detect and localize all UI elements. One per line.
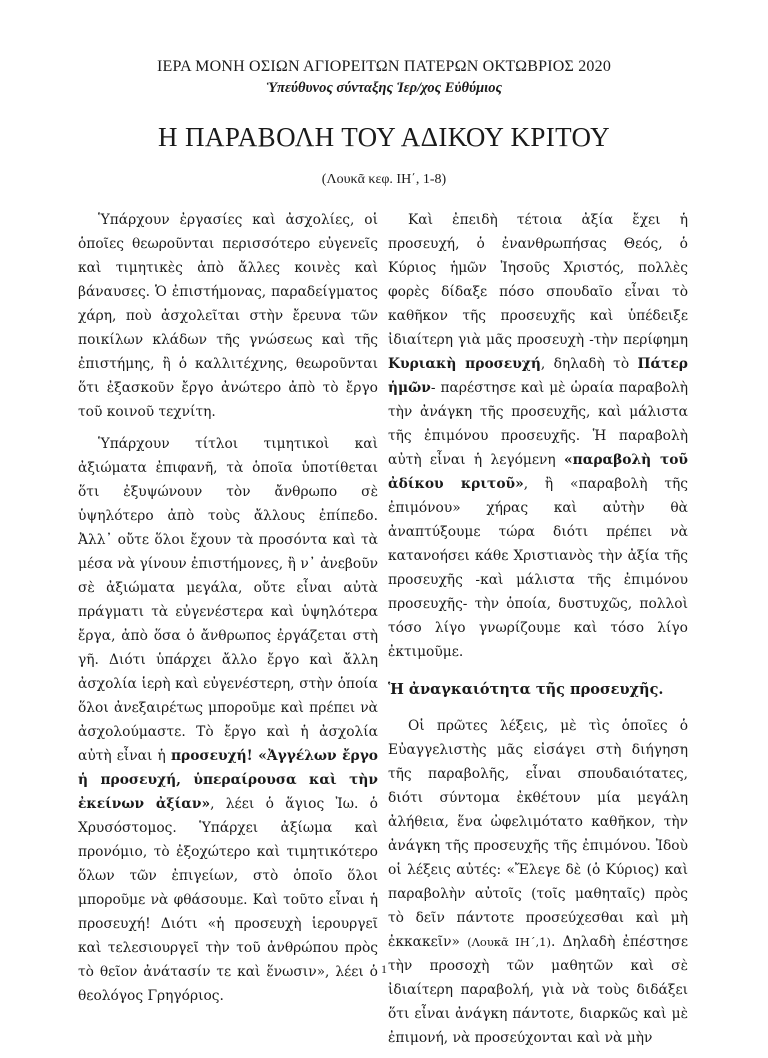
left-column <box>78 208 378 1016</box>
emphasis-quote: προσευχή! «Ἀγγέλων ἔργο ἡ προσευχή, ὑπεραίρουσα καὶ τὴν ἐκείνων ἀξίαν» <box>78 748 379 812</box>
paragraph-text: , δηλαδὴ τὸ <box>540 356 638 372</box>
paragraph-text: , λέει ὁ ἅγιος Ἰω. ὁ Χρυσόστομος. Ὑπάρχει ἀξίωμα καὶ προνόμιο, τὸ ἐξοχώτερο καὶ τιμητικότερο ὅλων τῶν ἐπιγείων, στὸ ὁποῖο ὅλοι μποροῦμε νὰ φθάσουμε. Καὶ τοῦτο εἶναι ἡ προσευχή! Διότι «ἡ προσευχὴ ἱερουργεῖ καὶ τελεσιουργεῖ τὴν τοῦ ἀνθρώπου πρὸς τὸ θεῖον ἀνάτασίν τε καὶ ἕνωσιν», λέει ὁ θεολόγος Γρηγόριος. <box>78 796 378 1004</box>
emphasis-term: Πάτερ ἡμῶν <box>388 356 688 396</box>
paragraph-text: , ἢ «παραβολὴ τῆς ἐπιμόνου» χήρας καὶ αὐτὴν θὰ ἀναπτύξουμε τώρα διότι πρέπει νὰ κατανοήσει κάθε Χριστιανὸς τὴν ἀξία τῆς προσευχῆς -καὶ μάλιστα τῆς ἐπιμόνου προσευχῆς- τὴν ὁποία, δυστυχῶς, πολλοὶ τόσο λίγο γνωρίζουμε καὶ τόσο λίγο ἐκτιμοῦμε. <box>388 476 689 660</box>
page-title: Η ΠΑΡΑΒΟΛΗ ΤΟΥ ΑΔΙΚΟΥ ΚΡΙΤΟΥ <box>157 122 611 152</box>
paragraph-text: Καὶ ἐπειδὴ τέτοια ἀξία ἔχει ἡ προσευχή, ὁ ἐνανθρωπήσας Θεός, ὁ Κύριος ἡμῶν Ἰησοῦς Χριστός, πολλὲς φορὲς δίδαξε πόσο σπουδαῖο εἶναι τὸ καθῆκον τῆς προσευχῆς καὶ ὑπέδειξε ἰδιαίτερη γιὰ μᾶς προσευχὴ -τὴν περίφημη <box>388 212 688 348</box>
paragraph: Ὑπάρχουν ἐργασίες καὶ ἀσχολίες, οἱ ὁποῖες θεωροῦνται περισσότερο εὐγενεῖς καὶ τιμητικὲς ἀπὸ ἄλλες κοινὲς καὶ βάναυσες. Ὁ ἐπιστήμονας, παραδείγματος χάρη, ποὺ ἀσχολεῖται στὴν ἔρευνα τῶν ποικίλων κλάδων τῆς γνώσεως καὶ τῆς ἐπιστήμης, ἢ ὁ καλλιτέχνης, θεωροῦνται ὅτι ἐξασκοῦν ἔργο ἀνώτερο ἀπὸ τὸ ἔργο τοῦ κοινοῦ τεχνίτη. <box>78 212 378 420</box>
paragraph-text: Ὑπάρχουν τίτλοι τιμητικοὶ καὶ ἀξιώματα ἐπιφανῆ, τὰ ὁποῖα ὑποτίθεται ὅτι ἐξυψώνουν τὸν ἄνθρωπο σὲ ὑψηλότερο ἀπὸ τοὺς ἄλλους ἐπίπεδο. Ἀλλ᾽ οὔτε ὅλοι ἔχουν τὰ προσόντα καὶ τὰ μέσα νὰ γίνουν ἐπιστήμονες, ἢ ν᾽ ἀνεβοῦν σὲ ἀξιώματα μεγάλα, οὔτε εἶναι αὐτὰ πράγματι τὰ εὐγενέστερα καὶ ὑψηλότερα ἔργα, ἀπὸ ὅσα ὁ ἄνθρωπος ἐργάζεται στὴ γῆ. Διότι ὑπάρχει ἄλλο ἔργο καὶ ἄλλη ἀσχολία ἱερὴ καὶ εὐγενέστερη, στὴν ὁποία ὅλοι ἀνεξαιρέτως μποροῦμε καὶ πρέπει νὰ ἀσχολούμαστε. Τὸ ἔργο καὶ ἡ ἀσχολία αὐτὴ εἶναι ἡ <box>78 436 378 764</box>
paragraph-text: Οἱ πρῶτες λέξεις, μὲ τὶς ὁποῖες ὁ Εὐαγγελιστὴς μᾶς εἰσάγει στὴ διήγηση τῆς παραβολῆς, εἶναι σπουδαιότατες, διότι σύντομα ἐκθέτουν μία μεγάλη ἀλήθεια, ἕνα ὠφελιμότατο καθῆκον, τὴν ἀνάγκη τῆς προσευχῆς τῆς ἐπιμόνου. Ἰδοὺ οἱ λέξεις αὐτές: «Ἔλεγε δὲ (ὁ Κύριος) καὶ παραβολὴν αὐτοῖς (τοῖς μαθηταῖς) πρὸς τὸ δεῖν πάντοτε προσεύχεσθαι καὶ μὴ ἐκκακεῖν» <box>388 718 688 950</box>
monastery-header: ΙΕΡΑ ΜΟΝΗ ΟΣΙΩΝ ΑΓΙΟΡΕΙΤΩΝ ΠΑΤΕΡΩΝ ΟΚΤΩΒΡΙΟΣ 2020 <box>156 58 612 75</box>
emphasis-term: Κυριακὴ προσευχή <box>388 356 541 372</box>
verse-reference: (Λουκᾶ ΙΗ΄,1) <box>467 935 551 949</box>
page-header <box>0 58 768 97</box>
scripture-reference: (Λουκᾶ κεφ. ΙΗ΄, 1-8) <box>321 172 447 187</box>
emphasis-term: «παραβολὴ τοῦ ἀδίκου κριτοῦ» <box>388 452 689 492</box>
paragraph <box>388 208 688 664</box>
paragraph-text: - παρέστησε καὶ μὲ ὡραία παραβολὴ τὴν ἀνάγκη τῆς προσευχῆς, καὶ μάλιστα τῆς ἐπιμόνου προσευχῆς. Ἡ παραβολὴ αὐτὴ εἶναι ἡ λεγόμενη <box>388 380 688 468</box>
paragraph <box>78 432 378 1008</box>
page-number: 1 <box>381 962 387 976</box>
right-column <box>388 208 688 1058</box>
paragraph <box>388 714 688 1050</box>
editor-line: Ὑπεύθυνος σύνταξης Ἱερ/χος Εὐθύμιος <box>266 80 502 96</box>
paragraph-text: . Δηλαδὴ ἐπέστησε τὴν προσοχὴ τῶν μαθητῶν καὶ σὲ ἰδιαίτερη παραβολή, γιὰ νὰ τοὺς διδάξει ὅτι εἶναι ἀνάγκη πάντοτε, διαρκῶς καὶ μὲ ἐπιμονή, νὰ προσεύχονται καὶ νὰ μὴν <box>388 934 688 1046</box>
section-heading: Ἡ ἀναγκαιότητα τῆς προσευχῆς. <box>388 681 664 698</box>
